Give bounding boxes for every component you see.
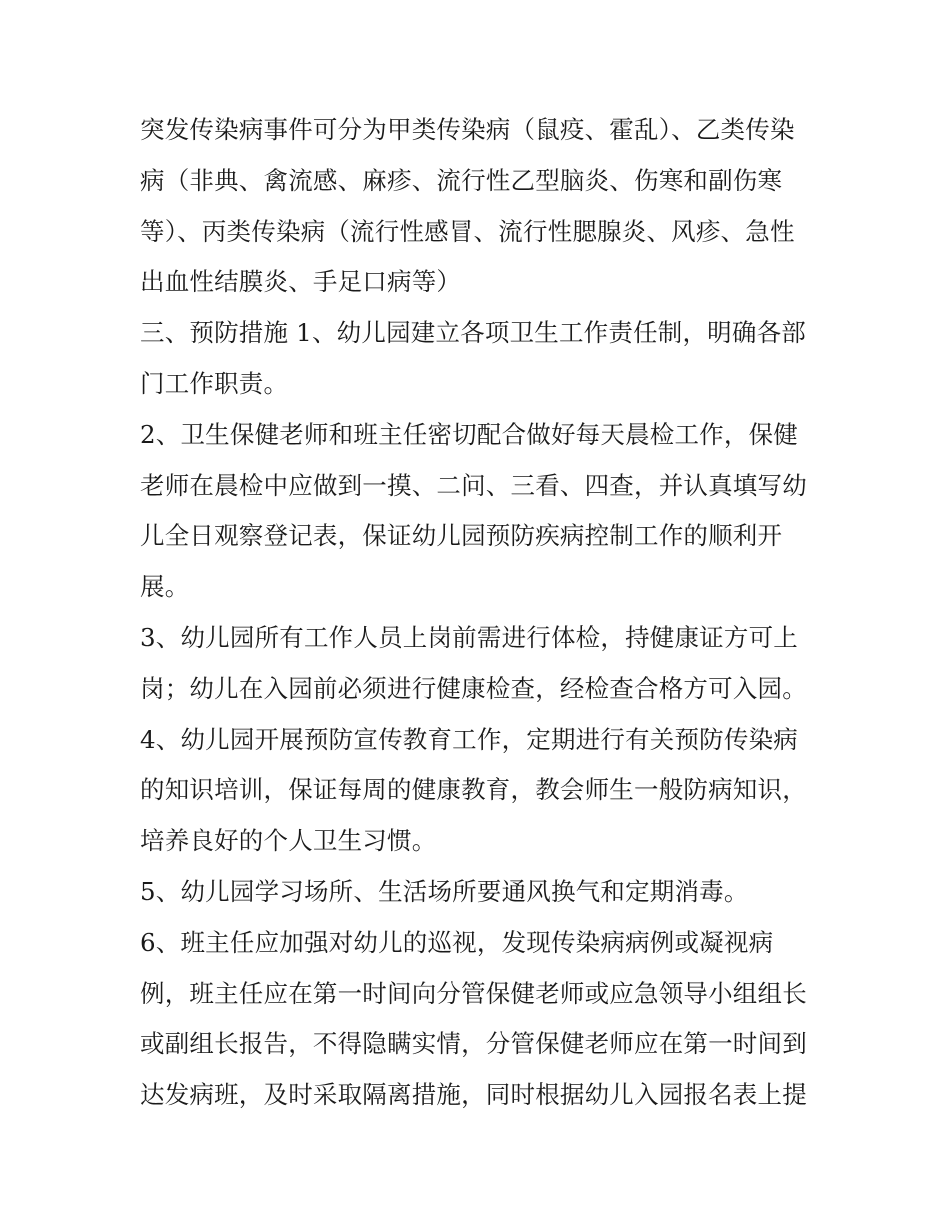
document-page [140, 105, 820, 1121]
text-line: 2、卫生保健老师和班主任密切配合做好每天晨检工作，保健 [140, 419, 798, 449]
text-line: 等）、丙类传染病（流行性感冒、流行性腮腺炎、风疹、急性 [140, 216, 795, 246]
text-line: 老师在晨检中应做到一摸、二问、三看、四查，并认真填写幼 [140, 470, 807, 500]
text-line: 5、幼儿园学习场所、生活场所要通风换气和定期消毒。 [140, 876, 749, 906]
text-line: 展。 [140, 572, 190, 602]
text-line: 突发传染病事件可分为甲类传染病（鼠疫、霍乱）、乙类传染 [140, 115, 795, 144]
text-line: 达发病班，及时采取隔离措施，同时根据幼儿入园报名表上提 [140, 1080, 807, 1110]
text-line: 6、班主任应加强对幼儿的巡视，发现传染病病例或凝视病 [140, 927, 774, 957]
text-line: 例，班主任应在第一时间向分管保健老师或应急领导小组组长 [140, 978, 807, 1008]
text-line: 或副组长报告，不得隐瞒实情，分管保健老师应在第一时间到 [140, 1029, 807, 1059]
text-line: 3、幼儿园所有工作人员上岗前需进行体检，持健康证方可上 [140, 622, 798, 652]
text-line: 出血性结膜炎、手足口病等） [140, 267, 462, 297]
text-line: 4、幼儿园开展预防宣传教育工作，定期进行有关预防传染病 [140, 724, 798, 754]
text-line: 的知识培训，保证每周的健康教育，教会师生一般防病知识， [140, 775, 807, 805]
text-line: 三、预防措施 1、幼儿园建立各项卫生工作责任制，明确各部 [140, 318, 806, 348]
text-line: 岗；幼儿在入园前必须进行健康检查，经检查合格方可入园。 [140, 673, 807, 703]
text-line: 培养良好的个人卫生习惯。 [140, 826, 437, 856]
text-line: 病（非典、禽流感、麻疹、流行性乙型脑炎、伤寒和副伤寒 [140, 165, 783, 195]
text-line: 门工作职责。 [140, 368, 289, 398]
text-line: 儿全日观察登记表，保证幼儿园预防疾病控制工作的顺利开 [140, 521, 783, 551]
